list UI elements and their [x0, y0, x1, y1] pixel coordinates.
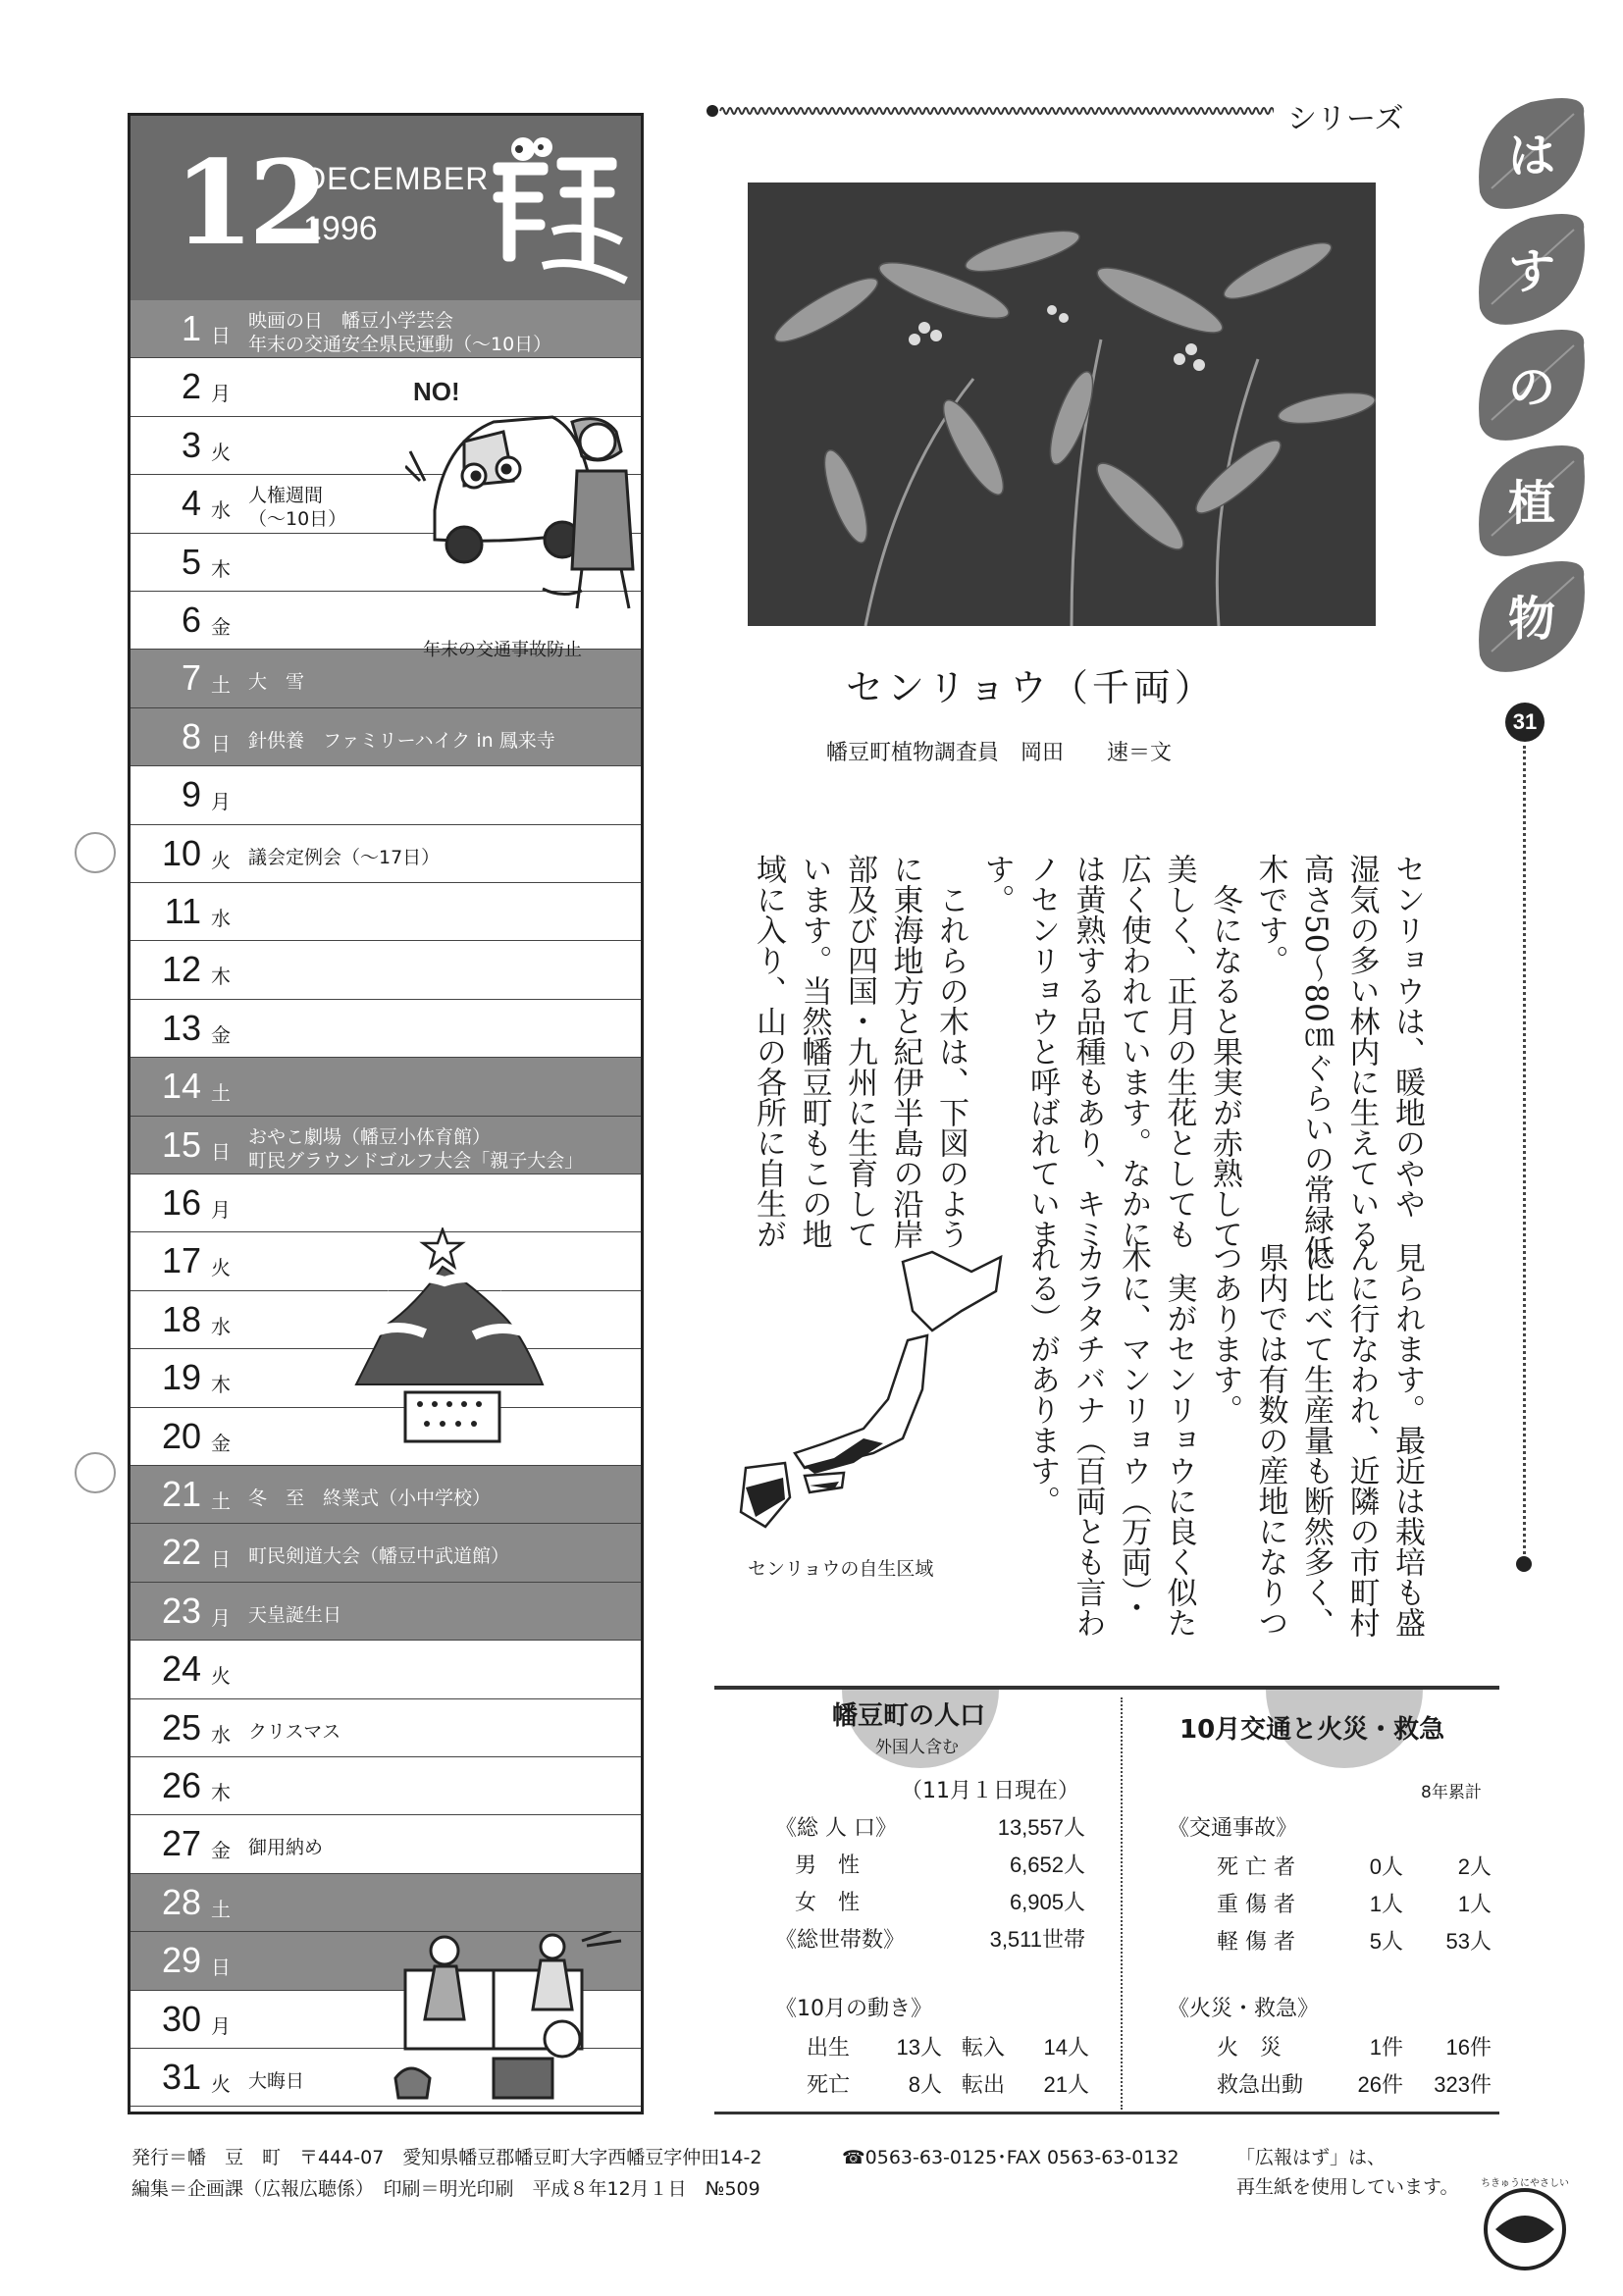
calendar-day-row [131, 941, 641, 999]
article-column: 冬になると果実が赤熟して [1207, 854, 1242, 1249]
population-value: 13,557人 [997, 1815, 1085, 1840]
article-column: 湿気の多い林内に生えている [1343, 854, 1380, 1249]
japan-map-icon [707, 1242, 1011, 1537]
day-number: 13 [161, 1007, 201, 1048]
car-caption: 年末の交通事故防止 [423, 640, 582, 660]
article-column: 広く使われています。なかに [1116, 854, 1151, 1249]
day-number: 10 [161, 832, 201, 873]
weekday: 水 [211, 1314, 231, 1338]
calendar-day-row [131, 1058, 641, 1116]
calendar-day-row [131, 300, 641, 358]
series-char: す [1507, 244, 1555, 299]
day-number: 9 [181, 774, 201, 815]
weekday: 木 [211, 965, 231, 989]
series-leaf [1472, 557, 1592, 675]
weekday: 火 [211, 1664, 231, 1689]
day-number: 5 [181, 541, 201, 582]
day-number: 15 [161, 1123, 201, 1165]
fire-month: 1件 [1369, 2035, 1403, 2060]
series-label: シリーズ [1287, 102, 1404, 136]
christmas-tree-illustration-icon [346, 1227, 557, 1445]
car-exclamation: NO! [413, 377, 460, 406]
month-number: 12 [174, 134, 324, 271]
day-number: 6 [181, 600, 201, 640]
footer-publisher: 発行＝幡 豆 町 〒444-07 愛知県幡豆郡幡豆町大字西幡豆字仲田14-2 [131, 2147, 762, 2168]
article-column: これらの木は、下図のよう [933, 854, 969, 1249]
series-leaf [1472, 326, 1592, 444]
day-number: 24 [161, 1648, 201, 1690]
movement-label: 出生 [807, 2036, 851, 2061]
event-text: 御用納め [248, 1837, 324, 1859]
footer-recycle-line1: 「広報はず」は、 [1236, 2147, 1387, 2168]
article-column: カラタチバナ（百両とも言わ [1070, 1242, 1106, 1638]
article-column: います。当然幡豆町もこの地 [796, 854, 832, 1249]
weekday: 土 [211, 673, 231, 698]
calendar-day-row [131, 1524, 641, 1582]
calendar-day-row [131, 1000, 641, 1058]
movement-value: 13人 [896, 2035, 942, 2060]
shiwasu-illustration-icon [484, 133, 631, 290]
event-text-2: （～10日） [248, 508, 347, 531]
day-number: 14 [161, 1066, 201, 1107]
weekday: 木 [211, 1373, 231, 1397]
weekday: 火 [211, 2072, 231, 2096]
article-column: す。 [978, 854, 1015, 914]
calendar-day-row [131, 825, 641, 883]
day-number: 4 [181, 483, 201, 524]
calendar-day-row [131, 1757, 641, 1815]
weekday: 日 [211, 1956, 231, 1980]
day-number: 31 [161, 2057, 201, 2097]
article-column: れる）があります。 [1024, 1242, 1060, 1516]
year-end-cleaning-illustration-icon [386, 1931, 631, 2104]
movement-label: 転出 [962, 2073, 1006, 2098]
weekday: 月 [211, 790, 231, 814]
stats-divider [1121, 1697, 1123, 2110]
series-char: 物 [1507, 592, 1555, 647]
weekday: 火 [211, 440, 231, 464]
movement-value: 21人 [1043, 2072, 1089, 2097]
footer-editor: 編集＝企画課（広報広聴係） 印刷＝明光印刷 平成８年12月１日 №509 [131, 2178, 760, 2200]
accident-month: 1人 [1369, 1892, 1403, 1916]
month-name: DECEMBER [303, 161, 490, 196]
day-number: 16 [161, 1182, 201, 1223]
article-column: 高さ50～80㎝ぐらいの常緑低 [1298, 854, 1334, 1266]
footer-recycle-line2: 再生紙を使用しています。 [1236, 2176, 1459, 2198]
article-column: 美しく、正月の生花としても [1161, 854, 1197, 1249]
series-number-badge: 31 [1505, 703, 1544, 742]
event-text: 大 雪 [248, 671, 305, 694]
article-column: つあります。 [1207, 1242, 1242, 1425]
day-number: 21 [161, 1474, 201, 1514]
event-text: クリスマス [248, 1720, 341, 1743]
article-column: 木に、マンリョウ（万両）・ [1116, 1242, 1151, 1623]
fire-label: 火 災 [1217, 2036, 1283, 2061]
calendar-header [131, 116, 641, 300]
article-column: 実がセンリョウに良く似た [1161, 1242, 1197, 1638]
weekday: 金 [211, 1431, 231, 1455]
accident-total: 53人 [1445, 1929, 1492, 1954]
series-leaf [1472, 442, 1592, 559]
population-as-of: （11月１日現在） [901, 1779, 1079, 1803]
accident-label: 重 傷 者 [1217, 1893, 1295, 1917]
weekday: 木 [211, 556, 231, 581]
fire-label: 救急出動 [1217, 2073, 1304, 2098]
calendar-day-row [131, 1466, 641, 1524]
weekday: 月 [211, 2013, 231, 2038]
weekday: 土 [211, 1489, 231, 1513]
event-text: 映画の日 幡豆小学芸会 [248, 310, 454, 332]
event-text: 天皇誕生日 [248, 1603, 342, 1626]
day-number: 19 [161, 1357, 201, 1398]
population-value: 6,652人 [1009, 1852, 1085, 1877]
day-number: 1 [181, 308, 201, 348]
series-leaf [1472, 210, 1592, 328]
weekday: 火 [211, 848, 231, 872]
accident-label: 死 亡 者 [1217, 1855, 1295, 1880]
calendar-day-row [131, 1117, 641, 1174]
eco-text: ちきゅうにやさしい [1481, 2178, 1569, 2189]
calendar-day-row [131, 1641, 641, 1698]
calendar-day-row [131, 766, 641, 824]
weekday: 日 [211, 1139, 231, 1164]
punch-hole [75, 832, 116, 873]
population-movement-title: 《10月の動き》 [775, 1997, 932, 2021]
population-value: 3,511世帯 [989, 1927, 1085, 1952]
article-column: 域に入り、山の各所に自生が [751, 854, 786, 1249]
article-byline: 幡豆町植物調査員 岡田 速＝文 [826, 741, 1173, 765]
weekday: 月 [211, 1198, 231, 1222]
year: 1996 [303, 210, 378, 247]
weekday: 水 [211, 1722, 231, 1747]
day-number: 18 [161, 1298, 201, 1339]
event-text-2: 町民グラウンドゴルフ大会「親子大会」 [248, 1149, 584, 1172]
traffic-accidents-title: 《交通事故》 [1168, 1816, 1298, 1841]
day-number: 29 [161, 1940, 201, 1981]
fire-month: 26件 [1357, 2072, 1403, 2097]
accident-total: 2人 [1457, 1854, 1492, 1879]
event-text: 人権週間 [248, 485, 324, 507]
traffic-cumulative-label: 8年累計 [1421, 1783, 1482, 1802]
weekday: 金 [211, 1839, 231, 1863]
footer-phone: ☎0563-63-0125･FAX 0563-63-0132 [842, 2147, 1179, 2168]
movement-value: 14人 [1043, 2035, 1089, 2060]
series-char: は [1507, 129, 1555, 183]
calendar-day-row [131, 1699, 641, 1757]
weekday: 日 [211, 324, 231, 347]
weekday: 日 [211, 1547, 231, 1572]
article-column: んに行なわれ、近隣の市町村 [1343, 1242, 1380, 1638]
movement-label: 転入 [962, 2036, 1006, 2061]
weekday: 金 [211, 1022, 231, 1047]
calendar-day-row [131, 1874, 641, 1932]
calendar-day-row [131, 1174, 641, 1232]
population-label: 《総世帯数》 [775, 1928, 906, 1953]
weekday: 土 [211, 1897, 231, 1921]
weekday: 火 [211, 1256, 231, 1280]
day-number: 2 [181, 366, 201, 407]
car-illustration-icon [405, 373, 637, 618]
day-number: 30 [161, 1998, 201, 2039]
event-text: 冬 至 終業式（小中学校） [248, 1487, 492, 1509]
population-label: 《総 人 口》 [775, 1816, 897, 1841]
population-value: 6,905人 [1009, 1890, 1085, 1914]
event-text: 大晦日 [248, 2070, 305, 2092]
day-number: 3 [181, 424, 201, 465]
series-char: の [1507, 360, 1555, 415]
fire-total: 16件 [1445, 2035, 1492, 2060]
day-number: 12 [161, 949, 201, 990]
map-caption: センリョウの自生区域 [748, 1558, 934, 1580]
population-subtitle: 外国人含む [875, 1738, 959, 1757]
series-char: 植 [1507, 476, 1555, 531]
day-number: 28 [161, 1881, 201, 1922]
population-label: 女 性 [795, 1891, 861, 1915]
calendar-day-row [131, 1583, 641, 1641]
series-leaf [1472, 94, 1592, 212]
event-text: おやこ劇場（幡豆小体育館） [248, 1125, 492, 1148]
series-wave-line [705, 101, 1274, 121]
calendar-day-row [131, 883, 641, 941]
article-title: センリョウ（千両） [846, 666, 1216, 709]
article-column: に東海地方と紀伊半島の沿岸 [887, 854, 923, 1249]
punch-hole [75, 1452, 116, 1493]
movement-label: 死亡 [807, 2073, 851, 2098]
weekday: 月 [211, 382, 231, 406]
dotted-rule [1523, 746, 1530, 1560]
event-text: 町民剣道大会（幡豆中武道館） [248, 1545, 510, 1568]
day-number: 17 [161, 1240, 201, 1281]
accident-total: 1人 [1457, 1892, 1492, 1916]
article-column: ノセンリョウと呼ばれていま [1024, 854, 1060, 1249]
event-text-2: 年末の交通安全県民運動（～10日） [248, 334, 552, 355]
accident-month: 5人 [1369, 1929, 1403, 1954]
movement-value: 8人 [908, 2072, 942, 2097]
article-column: 見られます。最近は栽培も盛 [1389, 1242, 1425, 1638]
weekday: 土 [211, 1081, 231, 1106]
population-title: 幡豆町の人口 [832, 1701, 986, 1731]
calendar [128, 113, 644, 2114]
article-column: 県内では有数の産地になりつ [1252, 1242, 1288, 1638]
weekday: 水 [211, 907, 231, 930]
calendar-day-row [131, 1815, 641, 1873]
day-number: 27 [161, 1823, 201, 1864]
article-column: センリョウは、暖地のやや [1389, 854, 1425, 1219]
fire-title: 《火災・救急》 [1168, 1997, 1320, 2021]
fire-total: 323件 [1434, 2072, 1492, 2097]
weekday: 水 [211, 498, 231, 523]
weekday: 金 [211, 615, 231, 639]
article-column: は黄熟する品種もあり、キミ [1070, 854, 1106, 1249]
day-number: 7 [181, 657, 201, 699]
day-number: 8 [181, 715, 201, 757]
day-number: 20 [161, 1415, 201, 1456]
day-number: 23 [161, 1590, 201, 1631]
article-column: 木です。 [1252, 854, 1288, 975]
population-label: 男 性 [795, 1853, 861, 1878]
stats-bottom-rule [714, 2112, 1499, 2114]
day-number: 22 [161, 1532, 201, 1573]
accident-month: 0人 [1369, 1854, 1403, 1879]
weekday: 月 [211, 1605, 231, 1630]
accident-label: 軽 傷 者 [1217, 1930, 1295, 1955]
dot-end [1516, 1556, 1532, 1572]
day-number: 26 [161, 1765, 201, 1805]
weekday: 日 [211, 731, 231, 756]
event-text: 針供養 ファミリーハイク in 鳳来寺 [248, 729, 555, 752]
calendar-day-row [131, 708, 641, 766]
eco-earth-logo-icon [1474, 2172, 1576, 2274]
article-column: に比べて生産量も断然多く、 [1298, 1242, 1334, 1638]
senryo-photo [748, 183, 1376, 626]
weekday: 木 [211, 1781, 231, 1804]
day-number: 25 [161, 1706, 201, 1748]
traffic-title: 10月交通と火災・救急 [1179, 1715, 1445, 1745]
event-text: 議会定例会（～17日） [248, 846, 441, 868]
article-column: 部及び四国・九州に生育して [842, 854, 877, 1249]
day-number: 11 [164, 891, 201, 931]
